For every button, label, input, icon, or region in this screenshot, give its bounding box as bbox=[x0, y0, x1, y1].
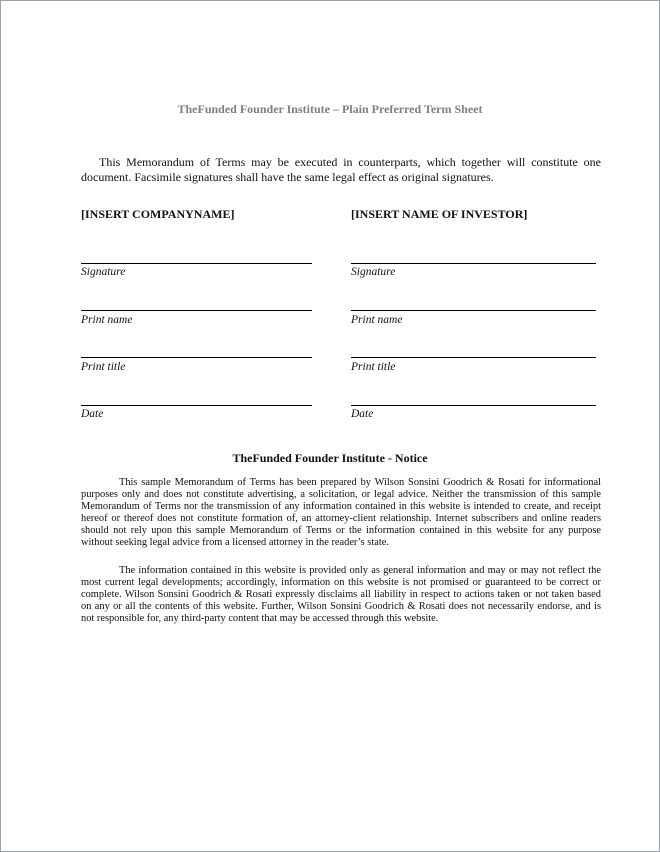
print-title-label: Print title bbox=[351, 361, 396, 373]
notice-title: TheFunded Founder Institute - Notice bbox=[232, 451, 428, 465]
company-name-placeholder: [INSERT COMPANYNAME] bbox=[81, 207, 235, 221]
page-header-title: TheFunded Founder Institute – Plain Preferred Term Sheet bbox=[177, 102, 483, 116]
print-name-label: Print name bbox=[81, 314, 133, 326]
print-title-line bbox=[351, 357, 596, 358]
date-line bbox=[351, 405, 596, 406]
print-title-label: Print title bbox=[81, 361, 126, 373]
print-name-label: Print name bbox=[351, 314, 403, 326]
print-name-line bbox=[81, 310, 312, 311]
print-name-line bbox=[351, 310, 596, 311]
date-line bbox=[81, 405, 312, 406]
date-label: Date bbox=[351, 408, 374, 420]
notice-paragraph: This sample Memorandum of Terms has been prepared by Wilson Sonsini Goodrich & Rosati for informational purposes only and does not constitute advertising, a solicitation, or legal advice. Neither the transmission of this sample Memorandum of Terms nor the transmission of any information contained in this website is intended to create, and receipt hereof or thereof does not constitute formation of, an attorney-client relationship. Internet subscribers and online readers should not rely upon this sample Memorandum of Terms or the information contained in this website for any purpose without seeking legal advice from a licensed attorney in the reader’s state. bbox=[81, 477, 601, 549]
signature-line bbox=[81, 263, 312, 264]
notice-paragraph: The information contained in this website is provided only as general information and may or may not reflect the most current legal developments; accordingly, information on this website is not promised or guaranteed to be correct or complete. Wilson Sonsini Goodrich & Rosati expressly disclaims all liability in respect to actions taken or not taken based on any or all the contents of this website. Further, Wilson Sonsini Goodrich & Rosati does not necessarily endorse, and is not responsible for, any third-party content that may be accessed through this website. bbox=[81, 565, 601, 625]
investor-name-placeholder: [INSERT NAME OF INVESTOR] bbox=[351, 207, 528, 221]
print-title-line bbox=[81, 357, 312, 358]
signature-line bbox=[351, 263, 596, 264]
signature-label: Signature bbox=[81, 266, 126, 278]
intro-paragraph: This Memorandum of Terms may be executed in counterparts, which together will constitute one document. Facsimile signatures shall have the same legal effect as original signatures. bbox=[81, 155, 601, 184]
date-label: Date bbox=[81, 408, 104, 420]
signature-label: Signature bbox=[351, 266, 396, 278]
